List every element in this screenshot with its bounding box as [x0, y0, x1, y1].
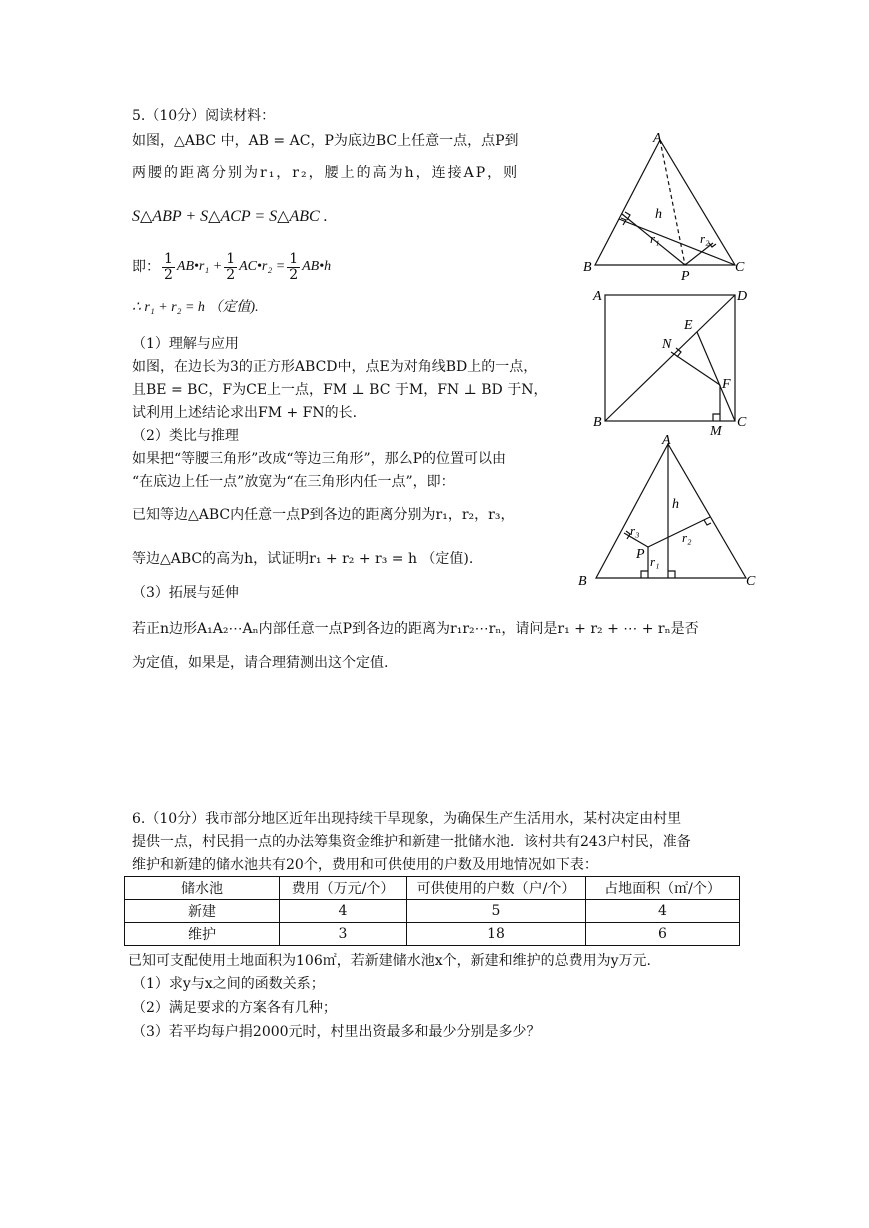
label-r2: r₂	[700, 231, 710, 246]
half-fraction-3	[287, 252, 300, 283]
q5-part3-line-1: 若正n边形A₁A₂⋯Aₙ内部任意一点P到各边的距离为r₁r₂⋯rₙ，请问是r₁ + r₂ + ⋯ + rₙ是否	[132, 621, 699, 637]
label-D: D	[737, 289, 748, 304]
q6-subquestion-3: （3）若平均每户捐2000元时，村里出资最多和最少分别是多少？	[132, 1024, 541, 1040]
figure-square	[585, 285, 755, 437]
q6-line-2: 提供一点，村民捐一点的办法筹集资金维护和新建一批储水池．该村共有243户村民，准备	[132, 834, 691, 850]
table-header-cell: 费用（万元/个）	[280, 877, 407, 900]
term-ab-h: AB•h	[302, 259, 332, 274]
q5-part2-line-4: 等边△ABC的高为h，试证明r₁ + r₂ + r₃ = h （定值).	[132, 551, 474, 567]
q5-intro-line-2: 两腰的距离分别为r₁，r₂，腰上的高为h，连接AP，则	[132, 165, 520, 181]
q5-part3-line-2: 为定值，如果是，请合理猜测出这个定值.	[132, 655, 389, 671]
q5-part1-line-1: 如图，在边长为3的正方形ABCD中，点E为对角线BD上的一点，	[132, 359, 538, 375]
q6-subquestion-1: （1）求y与x之间的函数关系；	[132, 976, 325, 992]
q5-area-equation: S△ABP + S△ACP = S△ABC .	[132, 208, 328, 225]
label-P: P	[681, 269, 690, 280]
label-C: C	[735, 260, 745, 275]
label-r3: r₃	[630, 523, 640, 538]
table-cell: 新建	[125, 900, 280, 923]
label-r2: r₂	[682, 530, 692, 545]
label-C: C	[746, 574, 756, 587]
q6-line-1: 6.（10分）我市部分地区近年出现持续干旱现象，为确保生产生活用水，某村决定由村里	[132, 811, 682, 827]
q5-intro-line-1: 如图，△ABC 中，AB = AC，P为底边BC上任意一点，点P到	[132, 133, 519, 149]
q5-part1-line-3: 试利用上述结论求出FM + FN的长.	[132, 405, 358, 421]
q5-part1-line-2: 且BE = BC，F为CE上一点，FM ⊥ BC 于M，FN ⊥ BD 于N，	[132, 382, 548, 398]
fraction-denominator: 2	[164, 266, 173, 283]
label-N: N	[662, 337, 672, 352]
q5-part2-line-3: 已知等边△ABC内任意一点P到各边的距离分别为r₁，r₂，r₃，	[132, 507, 515, 523]
table-cell: 18	[407, 923, 586, 946]
q5-part2-title: （2）类比与推理	[132, 428, 239, 444]
half-fraction-1	[162, 252, 175, 283]
q5-heading: 5.（10分）阅读材料：	[132, 108, 276, 124]
table-cell: 4	[586, 900, 740, 923]
q5-part2-line-1: 如果把“等腰三角形”改成“等边三角形”，那么P的位置可以由	[132, 451, 507, 467]
label-h: h	[655, 207, 662, 222]
table-cell: 3	[280, 923, 407, 946]
fraction-numerator: 1	[289, 250, 299, 267]
q6-subquestion-2: （2）满足要求的方案各有几种；	[132, 1000, 337, 1016]
label-r1: r₁	[650, 554, 660, 569]
label-B: B	[593, 415, 602, 430]
table-header-cell: 可供使用的户数（户/个）	[407, 877, 586, 900]
q5-fraction-equation	[132, 246, 331, 288]
figure-isosceles-triangle	[575, 130, 755, 280]
fraction-denominator: 2	[289, 266, 299, 283]
q5-part2-line-2: “在底边上任一点”放宽为“在三角形内任一点”，即：	[132, 474, 455, 490]
table-cell: 维护	[125, 923, 280, 946]
q5-part1-title: （1）理解与应用	[132, 336, 239, 352]
label-A: A	[593, 289, 602, 304]
q5-part3-title: （3）拓展与延伸	[132, 585, 239, 601]
figure-equilateral-triangle	[570, 432, 760, 587]
table-header-cell: 储水池	[125, 877, 280, 900]
table-row	[125, 900, 740, 923]
reservoir-table	[124, 876, 740, 946]
label-P: P	[636, 547, 645, 562]
table-cell: 6	[586, 923, 740, 946]
term-ab-r1: AB•r₁ +	[176, 259, 223, 274]
label-A: A	[653, 131, 662, 146]
fraction-numerator: 1	[226, 250, 236, 267]
label-E: E	[684, 318, 693, 333]
half-fraction-2	[224, 252, 237, 283]
fraction-numerator: 1	[164, 250, 173, 267]
label-C: C	[737, 415, 747, 430]
label-B: B	[578, 574, 587, 587]
table-row	[125, 923, 740, 946]
term-ac-r2: AC•r₂ =	[239, 259, 286, 274]
table-cell: 4	[280, 900, 407, 923]
label-F: F	[722, 377, 731, 392]
q5-ji-label: 即：	[132, 259, 160, 275]
q6-line-3: 维护和新建的储水池共有20个，费用和可供使用的户数及用地情况如下表：	[132, 857, 598, 873]
table-cell: 5	[407, 900, 586, 923]
q5-conclusion: ∴ r₁ + r₂ = h （定值).	[132, 300, 259, 315]
label-r1: r₁	[650, 231, 660, 246]
label-M: M	[710, 424, 722, 437]
fraction-denominator: 2	[226, 266, 236, 283]
table-header-cell: 占地面积（㎡/个）	[586, 877, 740, 900]
q6-condition: 已知可支配使用土地面积为106㎡，若新建储水池x个，新建和维护的总费用为y万元.	[128, 953, 651, 969]
table-header-row	[125, 877, 740, 900]
label-h: h	[672, 497, 679, 512]
label-B: B	[583, 260, 592, 275]
label-A: A	[662, 433, 671, 448]
